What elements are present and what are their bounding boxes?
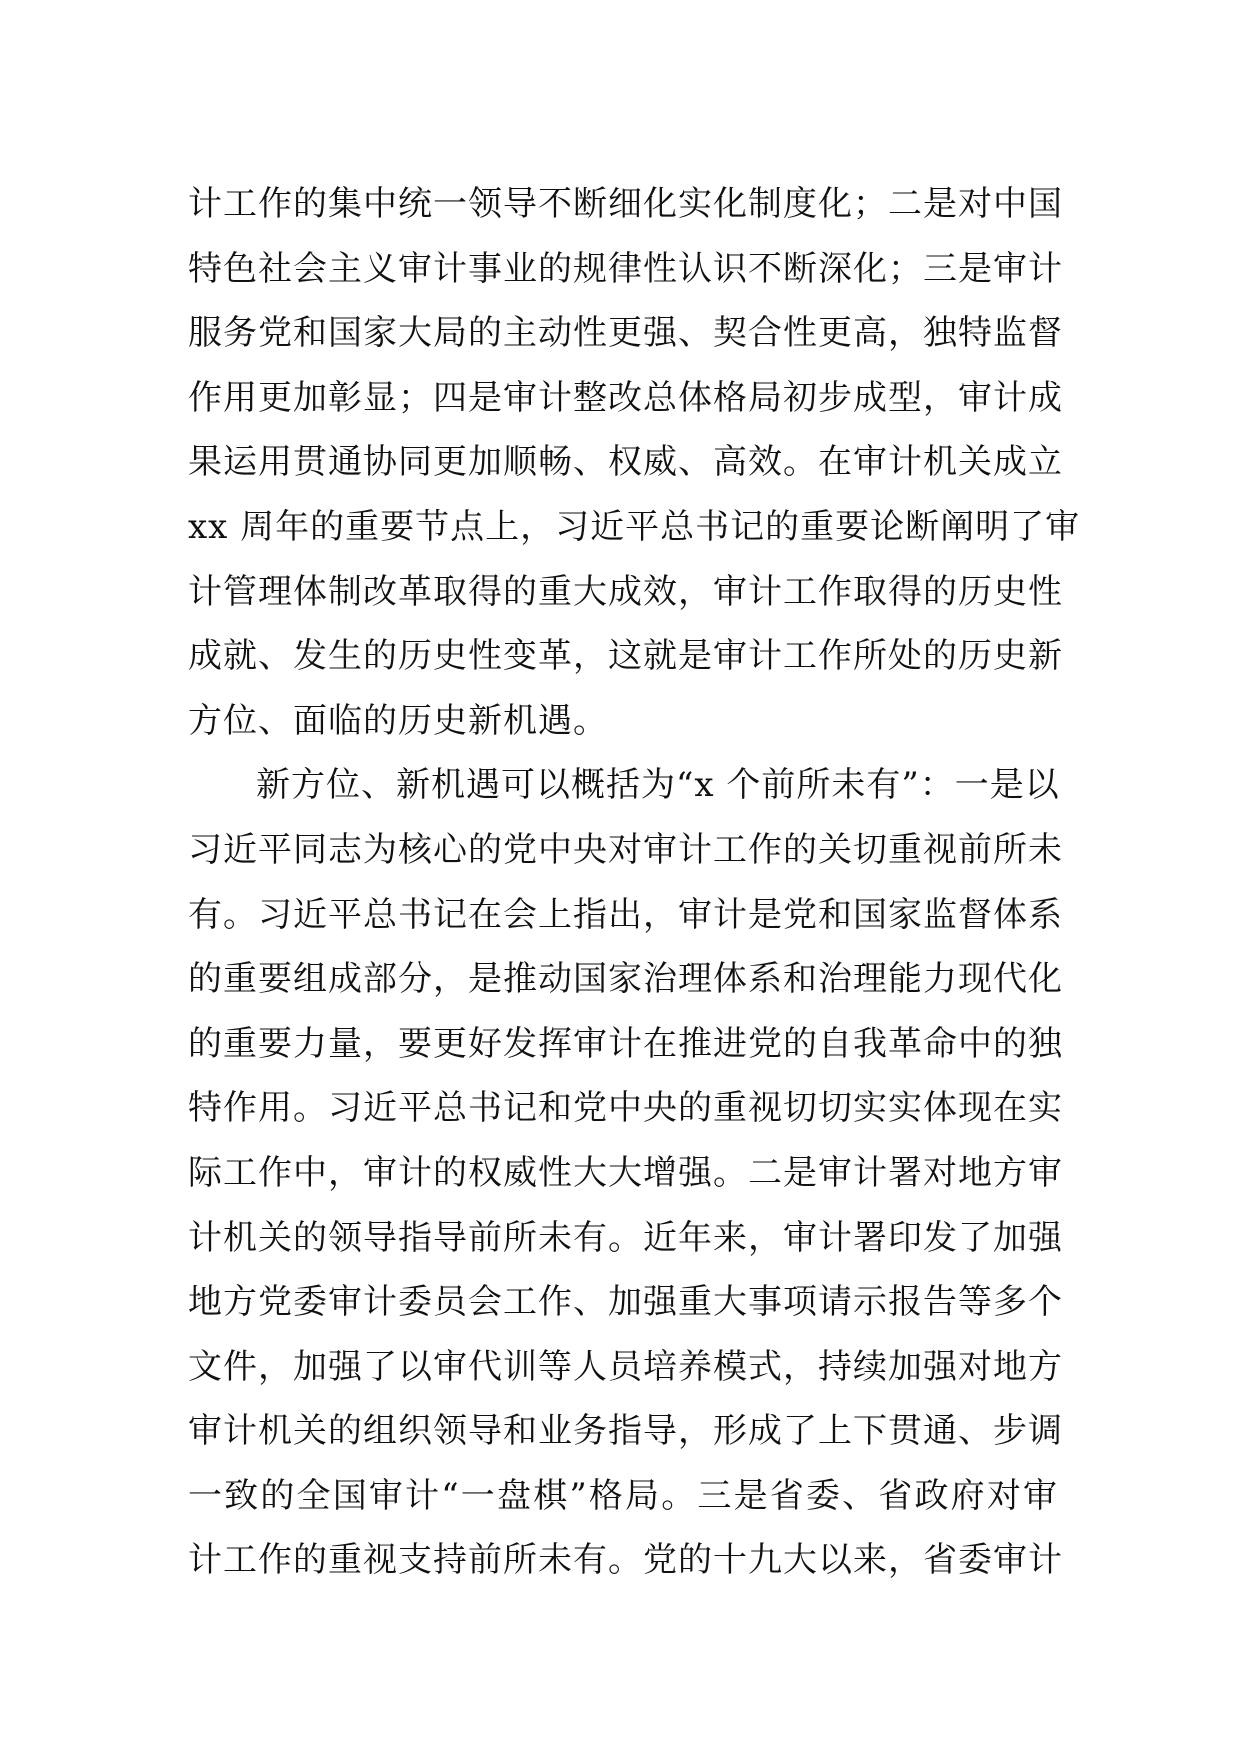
text-line: 特作用。习近平总书记和党中央的重视切切实实体现在实	[188, 1088, 1063, 1129]
text-line: 有。习近平总书记在会上指出，审计是党和国家监督体系	[188, 894, 1063, 935]
text-line: 作用更加彰显；四是审计整改总体格局初步成型，审计成	[188, 377, 1063, 418]
text-line: 一致的全国审计“一盘棋”格局。三是省委、省政府对审	[188, 1475, 1058, 1516]
text-line: 计工作的集中统一领导不断细化实化制度化；二是对中国	[188, 184, 1063, 224]
text-line: 际工作中，审计的权威性大大增强。二是审计署对地方审	[188, 1152, 1063, 1193]
text-line: 果运用贯通协同更加顺畅、权威、高效。在审计机关成立	[188, 442, 1063, 483]
text-line: 新方位、新机遇可以概括为“x 个前所未有”：一是以	[256, 765, 1060, 806]
text-line: 地方党委审计委员会工作、加强重大事项请示报告等多个	[188, 1282, 1063, 1323]
text-line: 文件，加强了以审代训等人员培养模式，持续加强对地方	[188, 1346, 1063, 1387]
text-line: 的重要力量，要更好发挥审计在推进党的自我革命中的独	[188, 1023, 1063, 1064]
paragraph-2	[188, 753, 1063, 1593]
text-line: 计工作的重视支持前所未有。党的十九大以来，省委审计	[188, 1540, 1063, 1581]
text-line: 特色社会主义审计事业的规律性认识不断深化；三是审计	[188, 248, 1063, 289]
text-line: 的重要组成部分，是推动国家治理体系和治理能力现代化	[188, 959, 1063, 1000]
document-page	[188, 172, 1081, 1593]
text-line: 计机关的领导指导前所未有。近年来，审计署印发了加强	[188, 1217, 1063, 1258]
text-line: 成就、发生的历史性变革，这就是审计工作所处的历史新	[188, 636, 1063, 677]
text-line: 审计机关的组织领导和业务指导，形成了上下贯通、步调	[188, 1411, 1063, 1452]
text-line: 服务党和国家大局的主动性更强、契合性更高，独特监督	[188, 313, 1063, 354]
text-line: 习近平同志为核心的党中央对审计工作的关切重视前所未	[188, 829, 1063, 870]
text-line: 计管理体制改革取得的重大成效，审计工作取得的历史性	[188, 571, 1063, 612]
text-line: 方位、面临的历史新机遇。	[188, 700, 608, 741]
text-line: xx 周年的重要节点上，习近平总书记的重要论断阐明了审	[188, 506, 1081, 547]
paragraph-1	[188, 172, 1081, 753]
